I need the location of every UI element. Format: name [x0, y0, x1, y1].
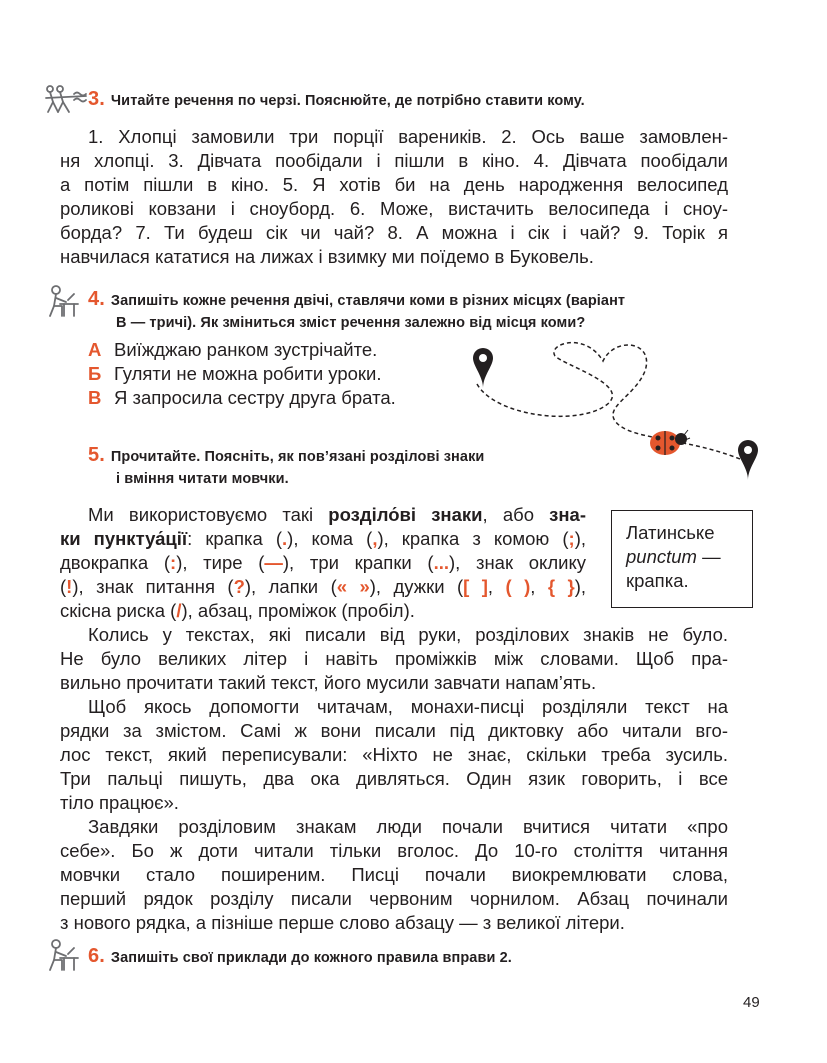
paragraph-line: себе». Бо ж доти читали тільки вголос. До 10-го століття читання — [60, 840, 728, 861]
task-3-instruction: Читайте речення по черзі. Пояснюйте, де потрібно ставити кому. — [110, 93, 585, 109]
latin-word: punctum — [626, 546, 697, 567]
paragraph-line: Не було великих літер і навіть проміжків між словами. Щоб пра- — [60, 648, 728, 669]
punctuation-paragraph: Ми використовуємо такі розділо́ві знаки, або зна- ки пунктуа́ції: крапка (.), кома (,), крапка з комою (;), двокрапка (:), тире (—), три крапки (...), знак оклику (!), знак питання (?), лапки (« »), дужки ([ ], ( ), { }), скісна риска (/), абзац, проміжок (пробіл). — [60, 504, 586, 621]
paragraph-line: перший рядок розділу писали червоним чорнилом. Абзац починали — [60, 888, 728, 909]
task-4-number: 4. — [88, 288, 105, 310]
task-3-line: а потім пішли в кіно. 5. Я хотів би на день народження велосипед — [60, 174, 728, 195]
task-5-header — [88, 444, 484, 490]
paragraph-line: лос текст, який переписували: «Ніхто не знає, скільки треба зусиль. — [60, 744, 728, 765]
paragraph-line: Завдяки розділовим знакам люди почали вчитися читати «про — [88, 816, 728, 837]
student-writing-icon — [44, 284, 80, 320]
paragraph-line: тіло працює». — [60, 792, 179, 813]
task-4-header — [88, 288, 625, 334]
task-4-instruction-2: В — тричі). Як зміниться зміст речення залежно від місця коми? — [116, 315, 586, 331]
location-pin-icon — [738, 440, 758, 480]
task-3-text — [60, 125, 728, 269]
latin-note-box: Латинське punctum — крапка. — [611, 510, 753, 608]
task-6-number: 6. — [88, 945, 105, 967]
paragraph-line: з нового рядка, а пізніше перше слово абзацу — з великої літери. — [60, 912, 625, 933]
paragraph-line: Три пальці пишуть, два ока дивляться. Один язик говорить, і все — [60, 768, 728, 789]
student-writing-icon — [44, 938, 80, 974]
task-3-line: ня хлопці. 3. Дівчата пообідали і пішли в кіно. 4. Дівчата пообідали — [60, 150, 728, 171]
paragraph-line: вильно прочитати такий текст, його мусили завчати напам’ять. — [60, 672, 597, 693]
task-3-line: навчилася кататися на лижах і взимку ми поїдемо в Буковель. — [60, 246, 594, 267]
task-6-header — [88, 945, 512, 969]
task-4-option-a: А Виїжджаю ранком зустрічайте. — [88, 339, 378, 360]
task-4-option-c: В Я запросила сестру друга брата. — [88, 387, 396, 408]
task-5-number: 5. — [88, 444, 105, 466]
task-3-header — [88, 88, 585, 112]
task-4-instruction-1: Запишіть кожне речення двічі, ставлячи коми в різних місцях (варіант — [110, 293, 626, 309]
task-3-line: 1. Хлопці замовили три порції вареників. 2. Ось ваше замовлен- — [88, 126, 728, 147]
location-pin-icon — [473, 348, 493, 388]
tug-of-war-icon — [44, 84, 88, 116]
task-3-line: роликові ковзани і сноуборд. 6. Може, вистачить велосипеда і сноу- — [60, 198, 728, 219]
task-3-line: борда? 7. Ти будеш сік чи чай? 8. А можна і сік і чай? 9. Торік я — [60, 222, 728, 243]
paragraph-line: Щоб якось допомогти читачам, монахи-писці розділяли текст на — [88, 696, 728, 717]
task-5-instruction-2: і вміння читати мовчки. — [116, 471, 289, 487]
task-5-instruction-1: Прочитайте. Поясніть, як пов’язані розділові знаки — [110, 449, 485, 465]
history-paragraphs — [60, 623, 728, 935]
latin-note-line-1: Латинське — [626, 522, 715, 543]
task-4-option-b: Б Гуляти не можна робити уроки. — [88, 363, 382, 384]
ladybug-icon — [650, 430, 690, 455]
paragraph-line: рядки за змістом. Самі ж вони писали під диктовку або читали вго- — [60, 720, 728, 741]
task-6-instruction: Запишіть свої приклади до кожного правила вправи 2. — [110, 950, 512, 966]
paragraph-line: мовчки стало поширеним. Писці почали виокремлювати слова, — [60, 864, 728, 885]
heart-path-icon — [455, 336, 775, 486]
page-number: 49 — [743, 994, 760, 1011]
task-3-number: 3. — [88, 88, 105, 110]
latin-note-line-3: крапка. — [626, 570, 689, 591]
paragraph-line: Колись у текстах, які писали від руки, розділових знаків не було. — [88, 624, 728, 645]
